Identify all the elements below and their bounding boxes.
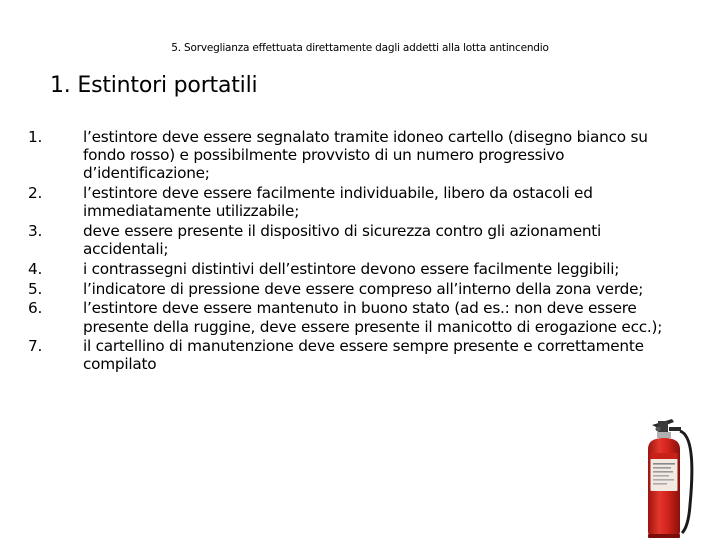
item-number: 1.: [28, 128, 43, 146]
item-number: 6.: [28, 299, 43, 318]
item-text: l’indicatore di pressione deve essere compreso all’interno della zona verde;: [83, 279, 644, 298]
item-text: deve essere presente il dispositivo di sicurezza contro gli azionamenti accidentali;: [83, 222, 602, 259]
item-text: l’estintore deve essere facilmente individuabile, libero da ostacoli ed immediatamente utilizzabile;: [83, 184, 593, 221]
list-item: [28, 280, 698, 298]
list-item: [28, 222, 698, 258]
item-number: 4.: [28, 259, 43, 278]
list-item: [28, 128, 698, 183]
slide-title: 1. Estintori portatili: [50, 73, 258, 98]
item-text: l’estintore deve essere segnalato tramite idoneo cartello (disegno bianco su fondo rosso) e possibilmente provvisto di un numero progressivo d’identificazione;: [83, 128, 648, 183]
item-text: l’estintore deve essere mantenuto in buono stato (ad es.: non deve essere presente della ruggine, deve essere presente il manicotto di erogazione ecc.);: [83, 299, 663, 336]
item-number: 5.: [28, 279, 43, 298]
item-number: 2.: [28, 184, 43, 203]
requirements-list: [28, 128, 698, 375]
fire-extinguisher-icon: [636, 413, 696, 540]
item-text: i contrassegni distintivi dell’estintore devono essere facilmente leggibili;: [83, 259, 620, 278]
section-header: 5. Sorveglianza effettuata direttamente dagli addetti alla lotta antincendio: [171, 42, 549, 54]
item-text: il cartellino di manutenzione deve essere sempre presente e correttamente compilato: [83, 337, 644, 374]
list-item: [28, 184, 698, 220]
item-number: 3.: [28, 222, 43, 241]
list-item: [28, 299, 698, 335]
item-number: 7.: [28, 337, 43, 356]
list-item: [28, 260, 698, 278]
list-item: [28, 337, 698, 373]
